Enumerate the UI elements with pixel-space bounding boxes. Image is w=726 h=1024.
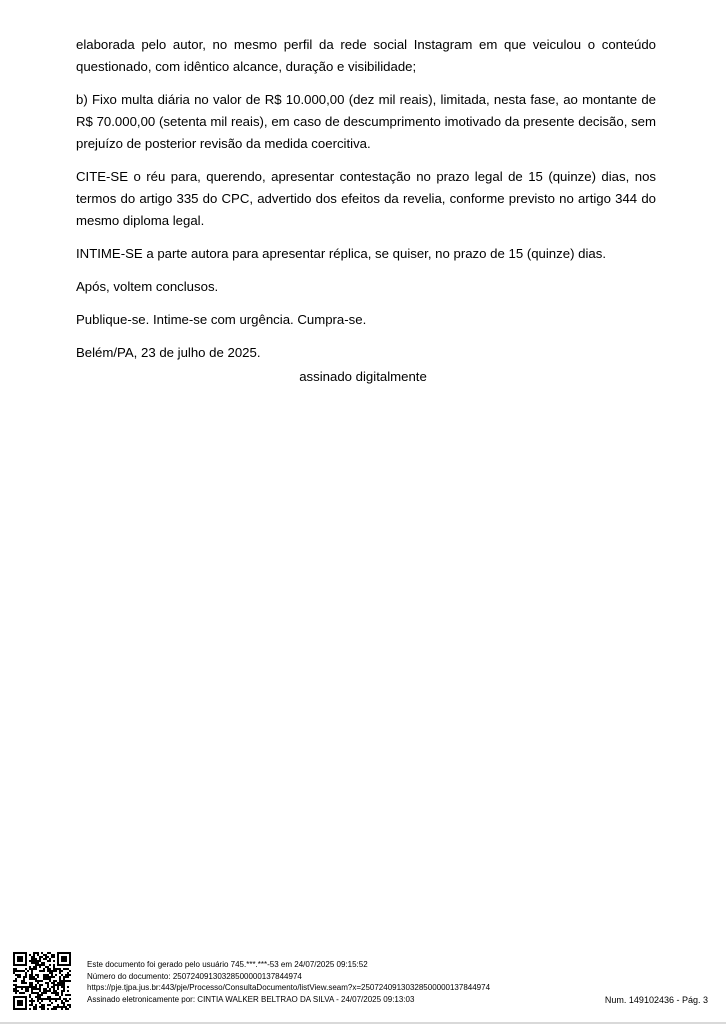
date-line: Belém/PA, 23 de julho de 2025. (76, 345, 261, 360)
paragraph: INTIME-SE a parte autora para apresentar réplica, se quiser, no prazo de 15 (quinze) dias. (76, 246, 606, 261)
page-number: Num. 149102436 - Pág. 3 (604, 995, 708, 1005)
footer-document-number: Número do documento: 25072409130328500000137844974 (87, 971, 302, 981)
signature-note: assinado digitalmente (299, 369, 427, 384)
footer-signed-by: Assinado eletronicamente por: CINTIA WALKER BELTRAO DA SILVA - 24/07/2025 09:13:03 (87, 994, 415, 1004)
footer-generated-line: Este documento foi gerado pelo usuário 745.***.***-53 em 24/07/2025 09:15:52 (87, 960, 368, 969)
footer-url[interactable]: https://pje.tjpa.jus.br:443/pje/Processo/ConsultaDocumento/listView.seam?x=25072409130328500000137844974 (87, 983, 491, 992)
paragraph: Publique-se. Intime-se com urgência. Cumpra-se. (76, 312, 367, 327)
footer-info (87, 959, 490, 1005)
paragraph: b) Fixo multa diária no valor de R$ 10.000,00 (dez mil reais), limitada, nesta fase, ao montante de R$ 70.000,00 (setenta mil reais), em caso de descumprimento imotivado da presente decisão, sem prejuízo de posterior revisão da medida coercitiva. (76, 92, 656, 151)
qr-code-icon (13, 952, 71, 1010)
document-body (76, 34, 656, 375)
document-footer (0, 948, 726, 1024)
paragraph: Após, voltem conclusos. (76, 279, 219, 294)
paragraph: elaborada pelo autor, no mesmo perfil da rede social Instagram em que veiculou o conteúdo questionado, com idêntico alcance, duração e visibilidade; (76, 37, 656, 74)
paragraph: CITE-SE o réu para, querendo, apresentar contestação no prazo legal de 15 (quinze) dias, nos termos do artigo 335 do CPC, advertido dos efeitos da revelia, conforme previsto no artigo 344 do mesmo diploma legal. (76, 169, 656, 228)
